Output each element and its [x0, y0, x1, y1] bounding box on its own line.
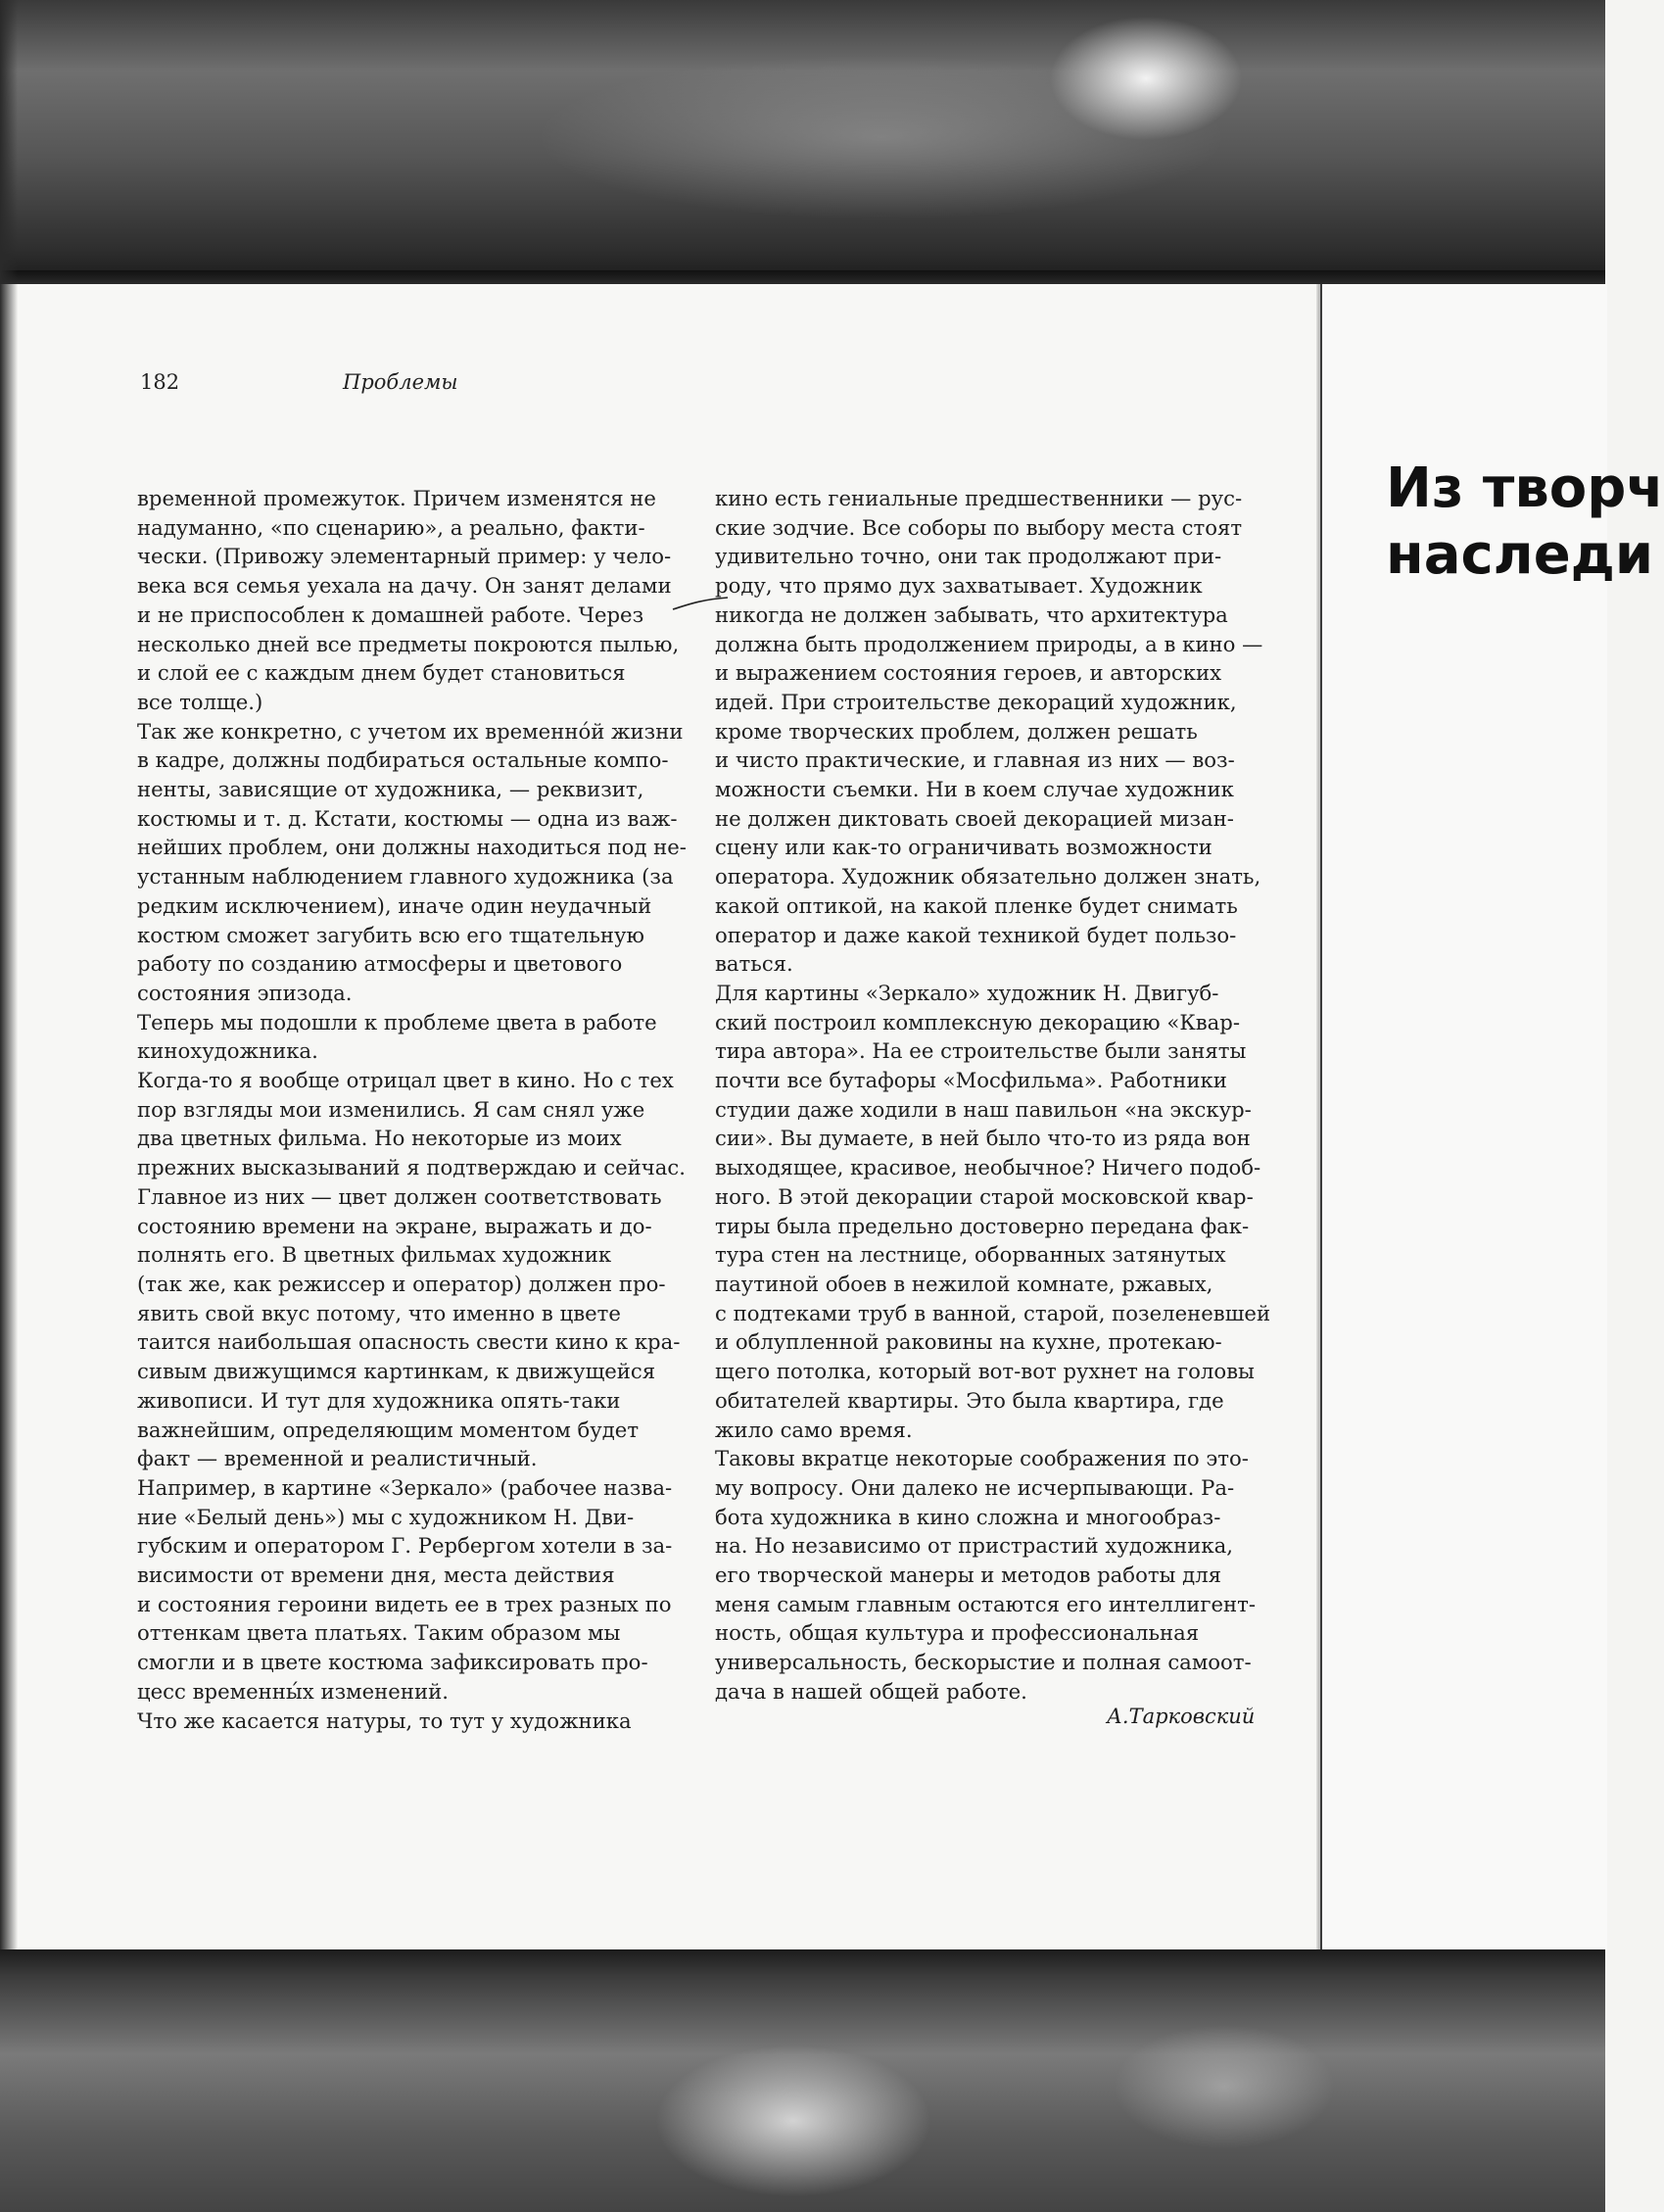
text-line: меня самым главным остаются его интеллигент- — [715, 1591, 1257, 1616]
text-line: живописи. И тут для художника опять-таки — [137, 1387, 621, 1413]
text-line: кино есть гениальные предшественники — рус- — [715, 486, 1243, 510]
text-line: важнейшим, определяющим моментом будет — [137, 1417, 640, 1442]
text-line: ские зодчие. Все соборы по выбору места стоят — [715, 514, 1243, 540]
text-line: оттенкам цвета платьях. Таким образом мы — [137, 1620, 621, 1646]
scan-dark-border-bottom — [0, 1949, 1605, 2212]
text-line: кинохудожника. — [137, 1038, 318, 1064]
text-line: ние «Белый день») мы с художником Н. Дви- — [137, 1504, 635, 1529]
text-line: губским и оператором Г. Рербергом хотели в за- — [137, 1533, 673, 1559]
text-line: кроме творческих проблем, должен решать — [715, 718, 1198, 744]
text-line: должна быть продолжением природы, а в кино — — [715, 631, 1263, 656]
text-line: прежних высказываний я подтверждаю и сейчас. — [137, 1155, 686, 1180]
text-column-left — [137, 484, 686, 1735]
text-line: устанным наблюдением главного художника (за — [137, 864, 674, 890]
text-line: паутиной обоев в нежилой комнате, ржавых, — [715, 1271, 1213, 1296]
text-line: идей. При строительстве декораций художник, — [715, 689, 1237, 714]
text-line: тиры была предельно достоверно передана фак- — [715, 1213, 1250, 1238]
text-line: костюмы и т. д. Кстати, костюмы — одна из важ- — [137, 805, 678, 831]
text-line: тира автора». На ее строительстве были заняты — [715, 1038, 1247, 1064]
scan-dark-border-top — [0, 0, 1605, 284]
text-line: и не приспособлен к домашней работе. Через — [137, 601, 644, 627]
text-line: полнять его. В цветных фильмах художник — [137, 1242, 612, 1268]
text-line: бота художника в кино сложна и многообраз- — [715, 1504, 1221, 1529]
text-line: висимости от времени дня, места действия — [137, 1563, 615, 1588]
text-line: тура стен на лестнице, оборванных затянутых — [715, 1242, 1226, 1268]
text-line: щего потолка, который вот-вот рухнет на головы — [715, 1359, 1255, 1384]
text-line: явить свой вкус потому, что именно в цвете — [137, 1300, 621, 1325]
section-title: Проблемы — [343, 370, 458, 394]
text-line: века вся семья уехала на дачу. Он занят делами — [137, 573, 672, 599]
text-line: таится наибольшая опасность свести кино к кра- — [137, 1329, 681, 1355]
text-line: удивительно точно, они так продолжают при- — [715, 544, 1222, 569]
text-line: какой оптикой, на какой пленке будет снимать — [715, 892, 1238, 918]
text-line: Что же касается натуры, то тут у художника — [137, 1707, 632, 1733]
text-line: ненты, зависящие от художника, — реквизит, — [137, 777, 644, 802]
text-line: два цветных фильма. Но некоторые из моих — [137, 1126, 622, 1151]
text-line: работу по созданию атмосферы и цветового — [137, 951, 623, 977]
text-line: Например, в картине «Зеркало» (рабочее назва- — [137, 1474, 673, 1500]
text-line: сивым движущимся картинкам, к движущейся — [137, 1359, 656, 1384]
text-line: надуманно, «по сценарию», а реально, факти- — [137, 514, 645, 540]
scan-left-edge — [0, 0, 18, 2212]
text-line: состояния эпизода. — [137, 980, 353, 1005]
text-line: Так же конкретно, с учетом их временно́й жизни — [137, 718, 684, 744]
text-line: состоянию времени на экране, выражать и до- — [137, 1213, 652, 1238]
text-line: ного. В этой декорации старой московской квар- — [715, 1183, 1254, 1209]
text-line: костюм сможет загубить всю его тщательную — [137, 922, 644, 947]
text-line: никогда не должен забывать, что архитектура — [715, 601, 1228, 627]
author-signature: А.Тарковский — [1107, 1705, 1256, 1728]
text-line: жило само время. — [715, 1417, 913, 1442]
text-line: Для картины «Зеркало» художник Н. Двигуб- — [715, 980, 1219, 1005]
heading-line: Из творч — [1386, 457, 1664, 520]
text-line: в кадре, должны подбираться остальные компо- — [137, 747, 669, 773]
text-line: сцену или как-то ограничивать возможности — [715, 835, 1212, 860]
text-line: Когда-то я вообще отрицал цвет в кино. Но с тех — [137, 1068, 674, 1093]
text-line: роду, что прямо дух захватывает. Художник — [715, 573, 1203, 599]
text-line: сии». Вы думаете, в ней было что-то из ряда вон — [715, 1126, 1251, 1151]
text-line: (так же, как режиссер и оператор) должен про- — [137, 1271, 666, 1296]
page-number: 182 — [140, 370, 180, 394]
text-line: с подтеками труб в ванной, старой, позеленевшей — [715, 1300, 1271, 1325]
text-line: временной промежуток. Причем изменятся не — [137, 486, 656, 510]
text-line: ский построил комплексную декорацию «Квар- — [715, 1009, 1241, 1034]
text-line: ность, общая культура и профессиональная — [715, 1620, 1200, 1646]
text-line: чески. (Привожу элементарный пример: у чело- — [137, 544, 672, 569]
pen-mark — [671, 588, 730, 617]
text-column-right — [715, 484, 1271, 1707]
text-line: редким исключением), иначе один неудачный — [137, 892, 652, 918]
text-line: не должен диктовать своей декорацией мизан- — [715, 805, 1234, 831]
text-line: дача в нашей общей работе. — [715, 1678, 1027, 1704]
text-line: универсальность, бескорыстие и полная самоот- — [715, 1650, 1252, 1675]
text-line: оператор и даже какой техникой будет пользо- — [715, 922, 1237, 947]
text-line: Теперь мы подошли к проблеме цвета в работе — [137, 1009, 657, 1034]
text-line: Главное из них — цвет должен соответствовать — [137, 1183, 662, 1209]
text-line: нейших проблем, они должны находиться под не- — [137, 835, 687, 860]
text-line: и слой ее с каждым днем будет становиться — [137, 660, 626, 686]
text-line: и чисто практические, и главная из них — воз- — [715, 747, 1235, 773]
text-line: почти все бутафоры «Мосфильма». Работники — [715, 1068, 1227, 1093]
text-line: обитателей квартиры. Это была квартира, где — [715, 1387, 1224, 1413]
text-line: все толще.) — [137, 689, 263, 714]
text-line: цесс временны́х изменений. — [137, 1678, 449, 1704]
text-line: студии даже ходили в наш павильон «на экскур- — [715, 1096, 1252, 1122]
text-line: смогли и в цвете костюма зафиксировать про- — [137, 1650, 648, 1675]
text-line: выходящее, красивое, необычное? Ничего подоб- — [715, 1155, 1261, 1180]
heading-line: наследи — [1386, 523, 1654, 587]
text-line: несколько дней все предметы покроются пылью, — [137, 631, 680, 656]
text-line: его творческой манеры и методов работы для — [715, 1563, 1222, 1588]
text-line: и состояния героини видеть ее в трех разных по — [137, 1591, 672, 1616]
text-line: Таковы вкратце некоторые соображения по это- — [715, 1446, 1249, 1471]
right-page-heading — [1386, 456, 1664, 589]
text-line: и облупленной раковины на кухне, протекаю- — [715, 1329, 1222, 1355]
text-line: и выражением состояния героев, и авторских — [715, 660, 1222, 686]
text-line: пор взгляды мои изменились. Я сам снял уже — [137, 1096, 645, 1122]
text-line: на. Но независимо от пристрастий художника, — [715, 1533, 1233, 1559]
text-line: можности съемки. Ни в коем случае художник — [715, 777, 1234, 802]
text-line: оператора. Художник обязательно должен знать, — [715, 864, 1261, 890]
text-line: ваться. — [715, 951, 793, 977]
text-line: факт — временной и реалистичный. — [137, 1446, 538, 1471]
text-line: му вопросу. Они далеко не исчерпывающи. Ра- — [715, 1474, 1235, 1500]
